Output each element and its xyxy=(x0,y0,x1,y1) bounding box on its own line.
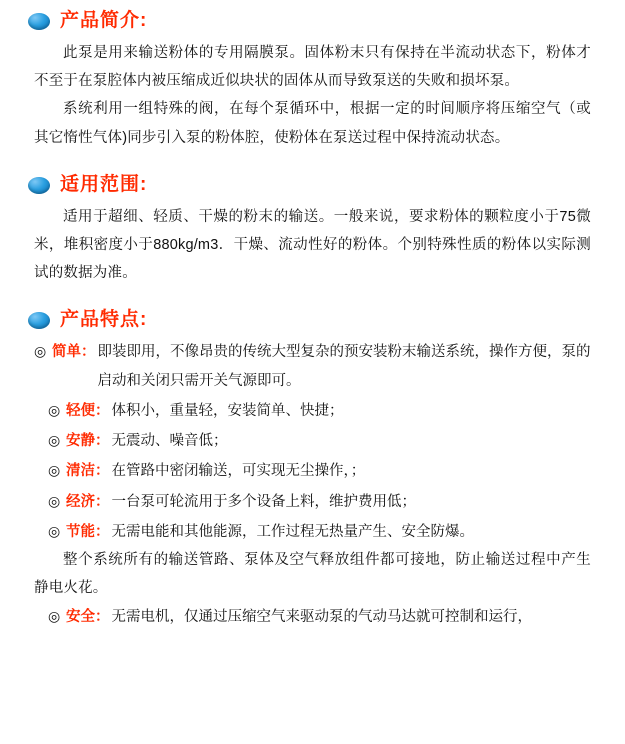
feature-text: 一台泵可轮流用于多个设备上料，维护费用低； xyxy=(111,493,416,510)
section-title-intro: 产品简介: xyxy=(60,10,148,31)
blue-sphere-bullet-icon xyxy=(28,312,50,329)
feature-label: 节能： xyxy=(66,523,110,540)
paragraph-intro-1: 此泵是用来输送粉体的专用隔膜泵。固体粉末只有保持在半流动状态下，粉体才不至于在泵腔体内被压缩成近似块状的固体从而导致泵送的失败和损坏泵。 xyxy=(34,44,591,90)
feature-text: 无需电机，仅通过压缩空气来驱动泵的气动马达就可控制和运行， xyxy=(111,608,532,625)
top-spacer xyxy=(0,0,625,10)
circle-marker-icon: ◎ xyxy=(48,432,61,449)
feature-item-economic xyxy=(48,488,591,516)
circle-marker-icon: ◎ xyxy=(48,492,61,509)
paragraph-intro-2: 系统利用一组特殊的阀，在每个泵循环中，根据一定的时间顺序将压缩空气（或其它惰性气体)同步引入泵的粉体腔，使粉体在泵送过程中保持流动状态。 xyxy=(34,101,591,146)
feature-label: 清洁： xyxy=(66,463,110,480)
paragraph-scope-1: 适用于超细、轻质、干燥的粉末的输送。一般来说，要求粉体的颗粒度小于75微米，堆积密度小于880kg/m3．干燥、流动性好的粉体。个别特殊性质的粉体以实际测试的数据为准。 xyxy=(34,208,591,282)
blue-sphere-bullet-icon xyxy=(28,177,50,194)
feature-item-energy-saving xyxy=(48,518,591,546)
feature-item-simple xyxy=(34,338,591,395)
feature-item-safety xyxy=(48,603,591,631)
feature-item-clean xyxy=(48,457,591,485)
feature-label: 简单： xyxy=(52,344,96,361)
feature-label: 经济： xyxy=(66,493,110,510)
section-heading-features xyxy=(0,309,625,332)
spacer-after-scope xyxy=(0,287,625,309)
section-heading-intro xyxy=(0,10,625,33)
feature-label: 安全： xyxy=(66,608,110,625)
section-heading-scope xyxy=(0,174,625,197)
feature-item-light xyxy=(48,397,591,425)
feature-label: 轻便： xyxy=(66,402,110,419)
circle-marker-icon: ◎ xyxy=(48,607,61,624)
feature-item-quiet xyxy=(48,427,591,455)
feature-text: 无震动、噪音低； xyxy=(111,433,228,450)
section-title-features: 产品特点: xyxy=(60,309,148,331)
paragraph-grounding: 整个系统所有的输送管路、泵体及空气释放组件都可接地，防止输送过程中产生静电火花。 xyxy=(34,552,591,597)
circle-marker-icon: ◎ xyxy=(48,401,61,418)
circle-marker-icon: ◎ xyxy=(48,522,61,539)
blue-sphere-bullet-icon xyxy=(28,13,50,30)
circle-marker-icon: ◎ xyxy=(48,462,61,479)
feature-text: 体积小，重量轻，安装简单、快捷； xyxy=(111,402,344,419)
section-title-scope: 适用范围: xyxy=(60,173,148,195)
feature-text: 即装即用，不像昂贵的传统大型复杂的预安装粉末输送系统，操作方便，泵的启动和关闭只需开关气源即可。 xyxy=(97,344,591,389)
circle-marker-icon: ◎ xyxy=(34,343,47,360)
spacer-after-intro xyxy=(0,152,625,174)
feature-text: 无需电能和其他能源，工作过程无热量产生、安全防爆。 xyxy=(111,523,474,540)
feature-label: 安静： xyxy=(66,433,110,450)
feature-text: 在管路中密闭输送，可实现无尘操作，； xyxy=(111,463,366,480)
